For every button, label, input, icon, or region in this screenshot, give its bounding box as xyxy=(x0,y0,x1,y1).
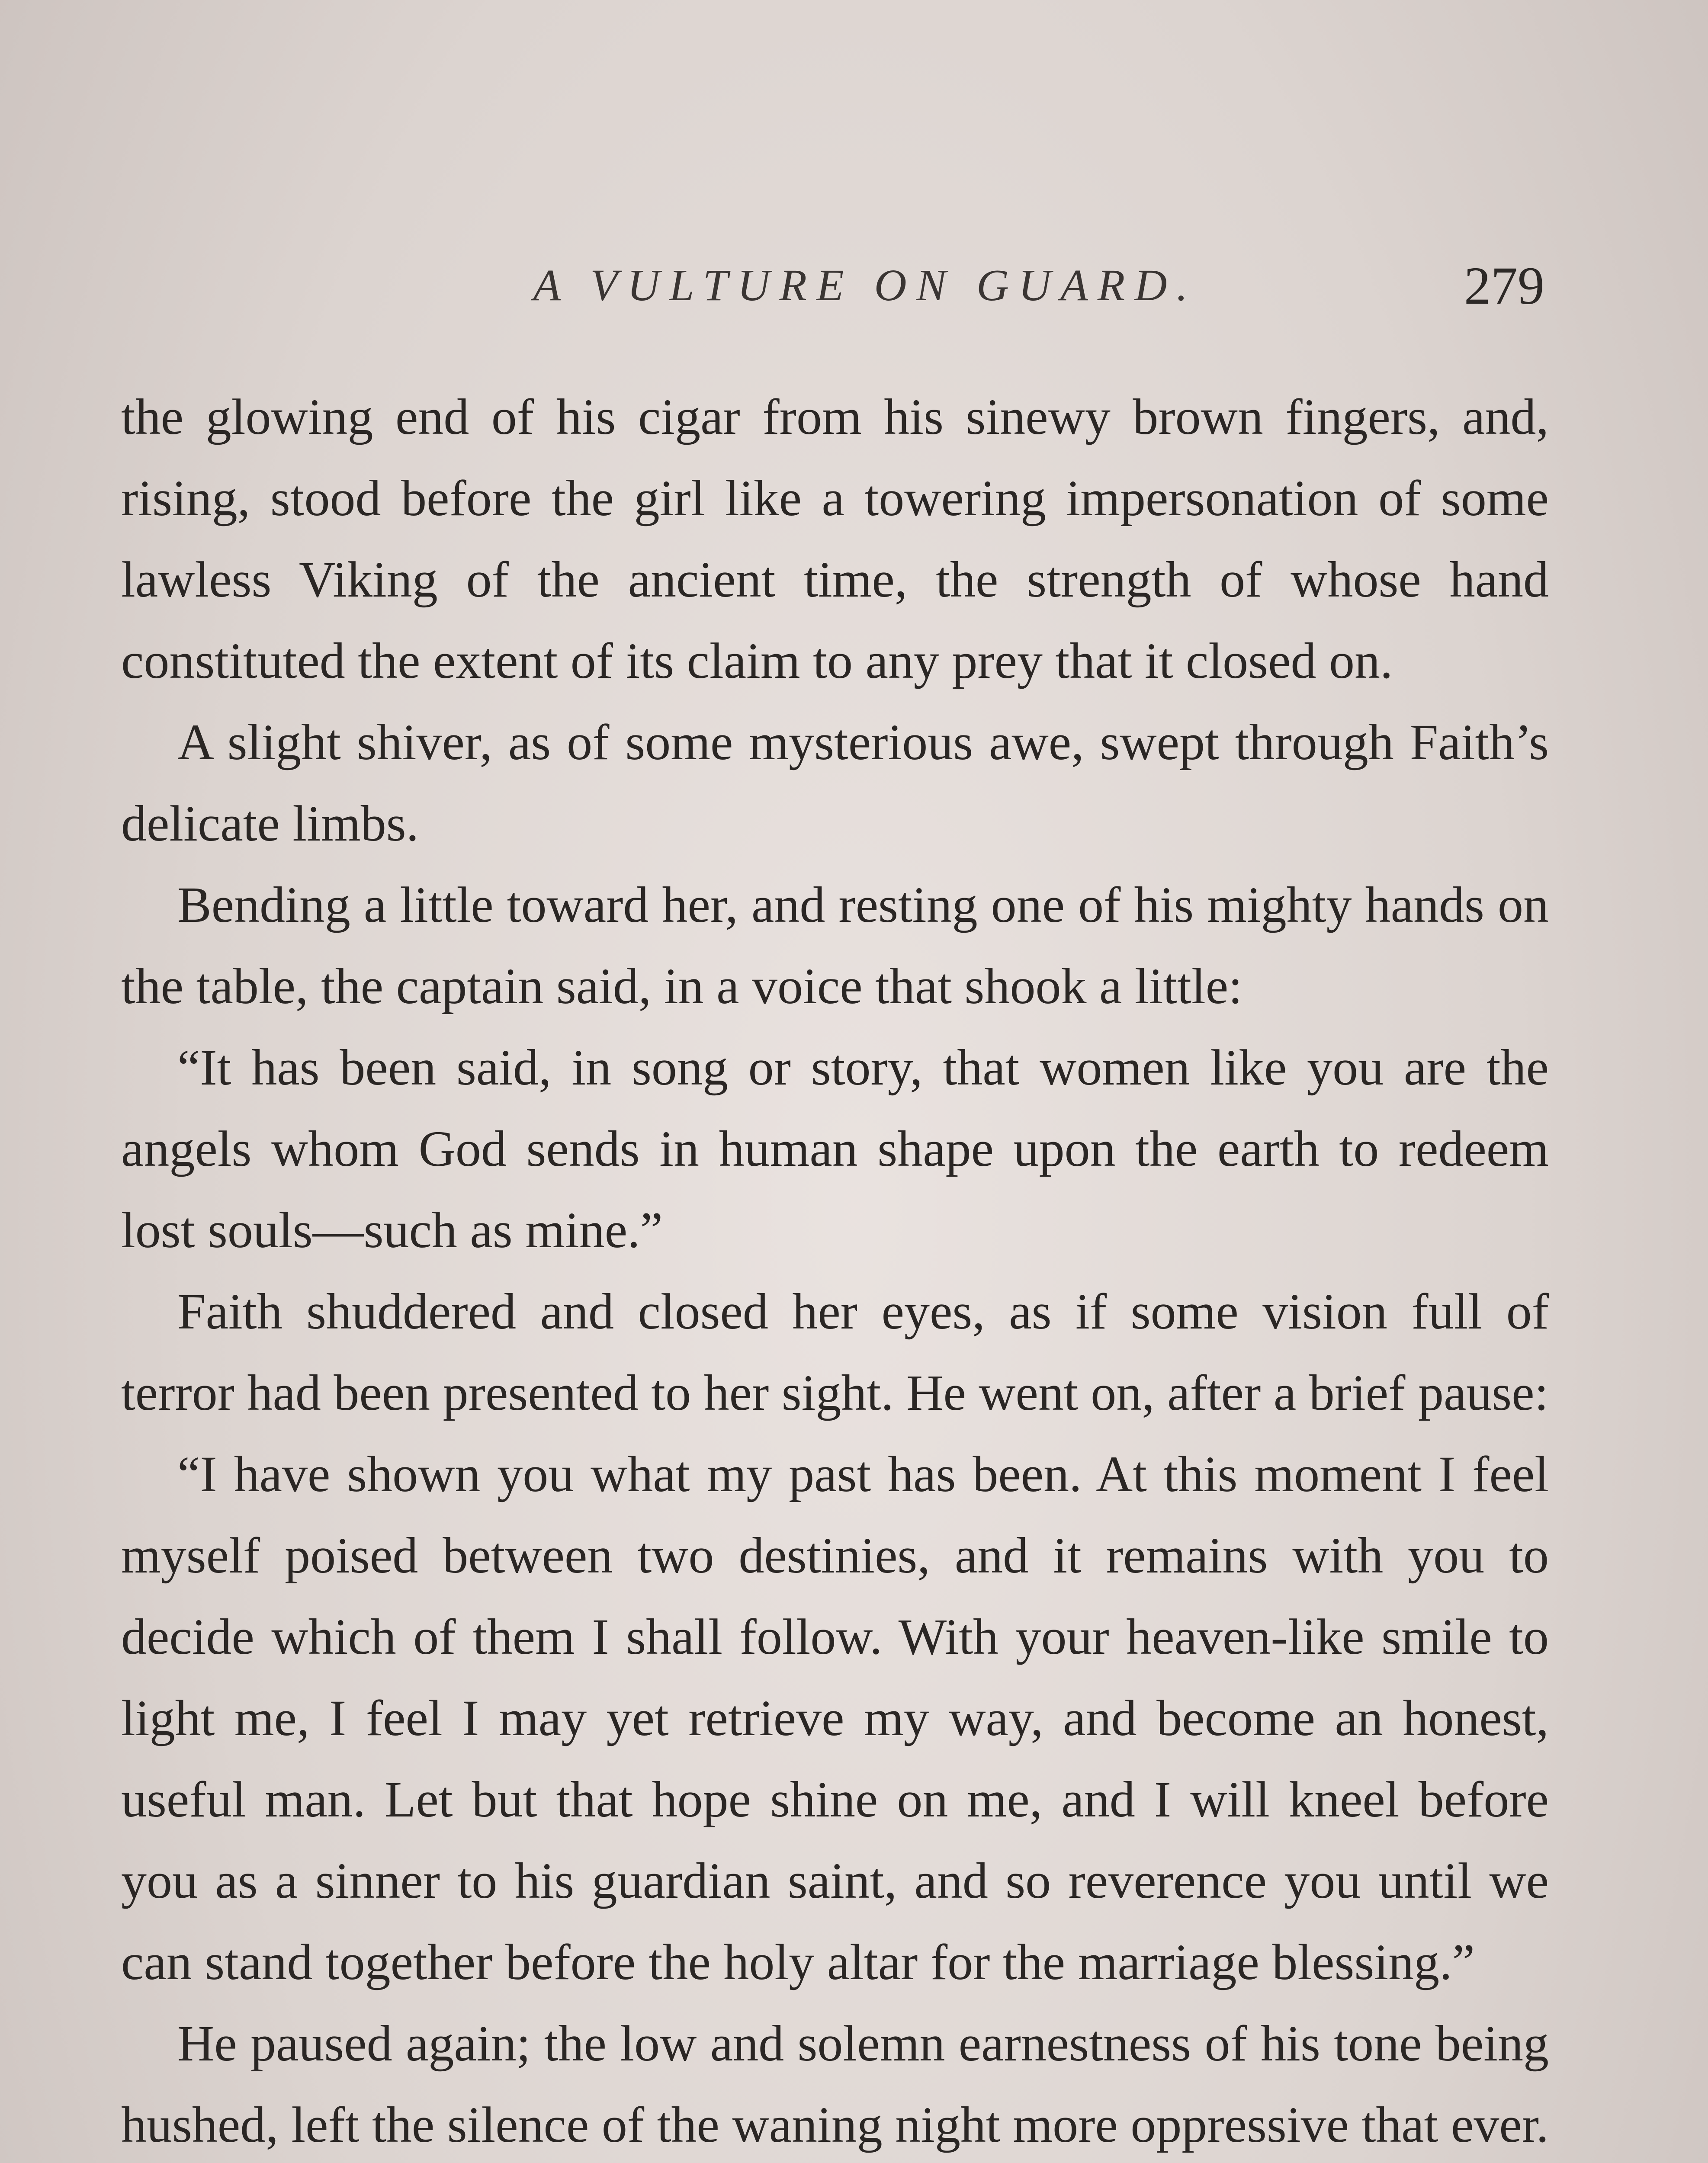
paragraph-destinies-quote: “I have shown you what my past has been. At this moment I feel myself poised between two destinies, and it remains with you to decide which of them I shall follow. With your heaven-like smile to light me, I feel I may yet retrieve my way, and become an honest, useful man. Let but that hope shine on me, and I will kneel before you as a sinner to his guardian saint, and so reverence you until we can stand together before the holy altar for the marriage blessing.” xyxy=(121,1446,1549,1990)
paragraph-bending: Bending a little toward her, and resting one of his mighty hands on the table, the captain said, in a voice that shook a little: xyxy=(121,876,1549,1014)
paragraph-angels-quote: “It has been said, in song or story, that women like you are the angels whom God sends in human shape upon the earth to redeem lost souls—such as mine.” xyxy=(121,1039,1549,1258)
paragraph-shiver: A slight shiver, as of some mysterious awe, swept through Faith’s delicate limbs. xyxy=(121,714,1549,852)
running-title: A VULTURE ON GUARD. xyxy=(533,260,1198,310)
page-number: 279 xyxy=(1464,256,1544,315)
body-text xyxy=(121,376,1549,2163)
paragraph-faith-shuddered: Faith shuddered and closed her eyes, as if some vision full of terror had been presented to her sight. He went on, after a brief pause: xyxy=(121,1283,1549,1421)
paragraph-paused-again: He paused again; the low and solemn earnestness of his tone being hushed, left the silence of the waning night more oppressive that ever. xyxy=(121,2015,1549,2153)
paragraph-continued: the glowing end of his cigar from his sinewy brown fingers, and, rising, stood before the girl like a towering impersonation of some lawless Viking of the ancient time, the strength of whose hand constituted the extent of its claim to any prey that it closed on. xyxy=(121,388,1549,689)
